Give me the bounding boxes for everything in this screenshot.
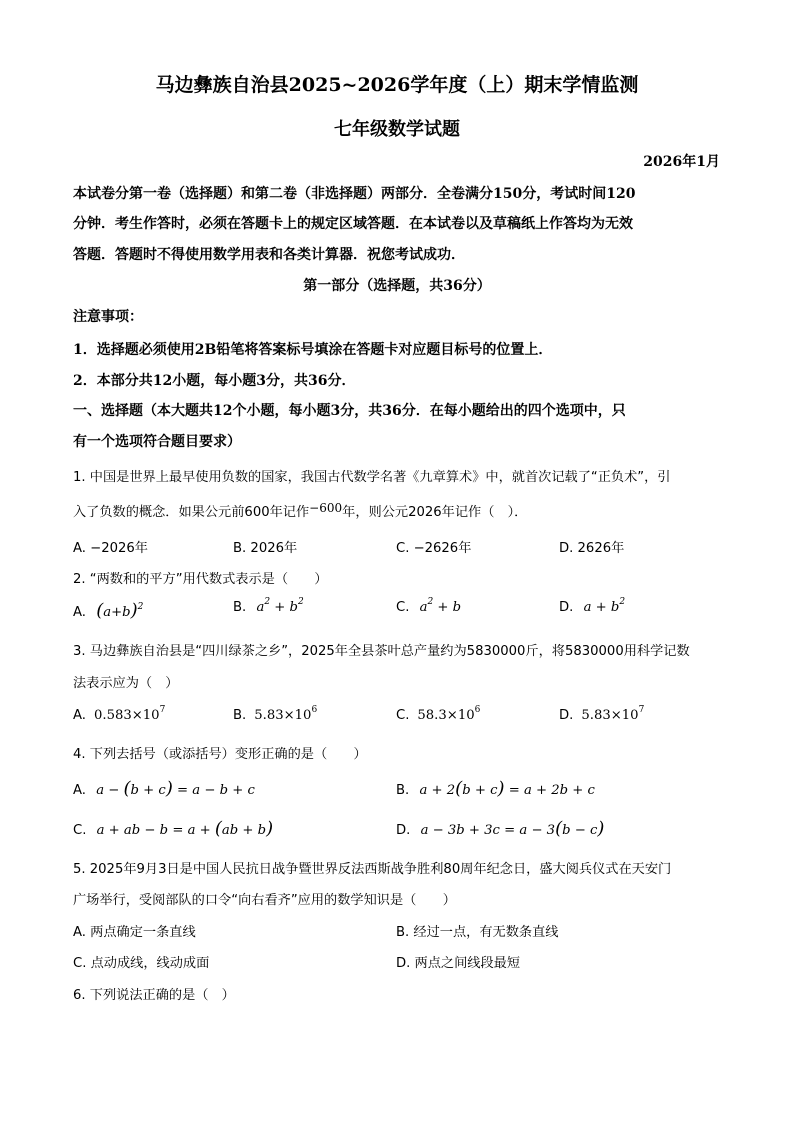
- q2-stem: 2. “两数和的平方”用代数式表示是（ ）: [73, 572, 328, 587]
- exam-subtitle: 七年级数学试题: [334, 119, 460, 140]
- q1-option-a[interactable]: A. −2026年: [73, 541, 148, 556]
- q5-option-b[interactable]: B. 经过一点，有无数条直线: [396, 925, 559, 940]
- q3-stem-line-1: 3. 马边彝族自治县是“四川绿茶之乡”，2025年全县茶叶总产量约为5830000斤，将5830000用科学记数: [73, 644, 690, 659]
- q4-option-a[interactable]: A. a − (b + c) = a − b + c: [73, 778, 255, 799]
- q1-stem-line-1: 1. 中国是世界上最早使用负数的国家，我国古代数学名著《九章算术》中，就首次记载了“正负术”，引: [73, 470, 671, 485]
- intro-line-1: 本试卷分第一卷（选择题）和第二卷（非选择题）两部分．全卷满分150分，考试时间120: [73, 186, 636, 202]
- q5-option-a[interactable]: A. 两点确定一条直线: [73, 925, 196, 940]
- section-heading-line-2: 有一个选项符合题目要求）: [73, 434, 241, 450]
- intro-line-3: 答题．答题时不得使用数学用表和各类计算器．祝您考试成功．: [73, 247, 465, 263]
- q5-option-c[interactable]: C. 点动成线，线动成面: [73, 956, 210, 971]
- q1-option-d[interactable]: D. 2626年: [559, 541, 625, 556]
- note-1: 1．选择题必须使用2B铅笔将答案标号填涂在答题卡对应题目标号的位置上．: [73, 342, 553, 358]
- q5-stem-line-1: 5. 2025年9月3日是中国人民抗日战争暨世界反法西斯战争胜利80周年纪念日，盛大阅兵仪式在天安门: [73, 862, 672, 877]
- q3-option-d[interactable]: D. $5.83\times 10^7$: [559, 705, 645, 723]
- q4-option-b[interactable]: B. a + 2(b + c) = a + 2b + c: [396, 778, 595, 799]
- part1-heading: 第一部分（选择题，共36分）: [303, 278, 491, 294]
- q1-stem-line-2: 入了负数的概念．如果公元前600年记作−600年，则公元2026年记作（ ）．: [73, 501, 528, 520]
- notes-title: 注意事项：: [73, 309, 143, 325]
- exam-title: 马边彝族自治县2025~2026学年度（上）期末学情监测: [155, 74, 639, 96]
- q4-stem: 4. 下列去括号（或添括号）变形正确的是（ ）: [73, 747, 367, 762]
- q3-option-a[interactable]: A. $0.583\times 10^7$: [73, 705, 166, 723]
- note-2: 2．本部分共12小题，每小题3分，共36分．: [73, 373, 356, 389]
- q1-option-b[interactable]: B. 2026年: [233, 541, 298, 556]
- exam-date: 2026年1月: [643, 154, 720, 170]
- intro-line-2: 分钟．考生作答时，必须在答题卡上的规定区域答题．在本试卷以及草稿纸上作答均为无效: [73, 216, 633, 232]
- section-heading-line-1: 一、选择题（本大题共12个小题，每小题3分，共36分．在每小题给出的四个选项中，只: [73, 403, 626, 419]
- q3-option-c[interactable]: C. $58.3\times 10^6$: [396, 705, 481, 723]
- q2-option-c[interactable]: C. $a^2 + b$: [396, 597, 462, 615]
- q5-option-d[interactable]: D. 两点之间线段最短: [396, 956, 521, 971]
- q5-stem-line-2: 广场举行，受阅部队的口令“向右看齐”应用的数学知识是（ ）: [73, 893, 456, 908]
- q1-option-c[interactable]: C. −2626年: [396, 541, 472, 556]
- q4-option-d[interactable]: D. a − 3b + 3c = a − 3(b − c): [396, 818, 605, 839]
- q2-option-a[interactable]: A. $(a+b)^2$: [73, 600, 144, 621]
- q3-option-b[interactable]: B. $5.83\times 10^6$: [233, 705, 318, 723]
- q4-option-c[interactable]: C. a + ab − b = a + (ab + b): [73, 818, 274, 839]
- q6-stem: 6. 下列说法正确的是（ ）: [73, 988, 235, 1003]
- q2-option-b[interactable]: B. $a^2 + b^2$: [233, 597, 304, 615]
- q1-negative-value: −600: [309, 501, 343, 515]
- q3-stem-line-2: 法表示应为（ ）: [73, 676, 179, 691]
- q2-option-d[interactable]: D. $a + b^2$: [559, 597, 626, 615]
